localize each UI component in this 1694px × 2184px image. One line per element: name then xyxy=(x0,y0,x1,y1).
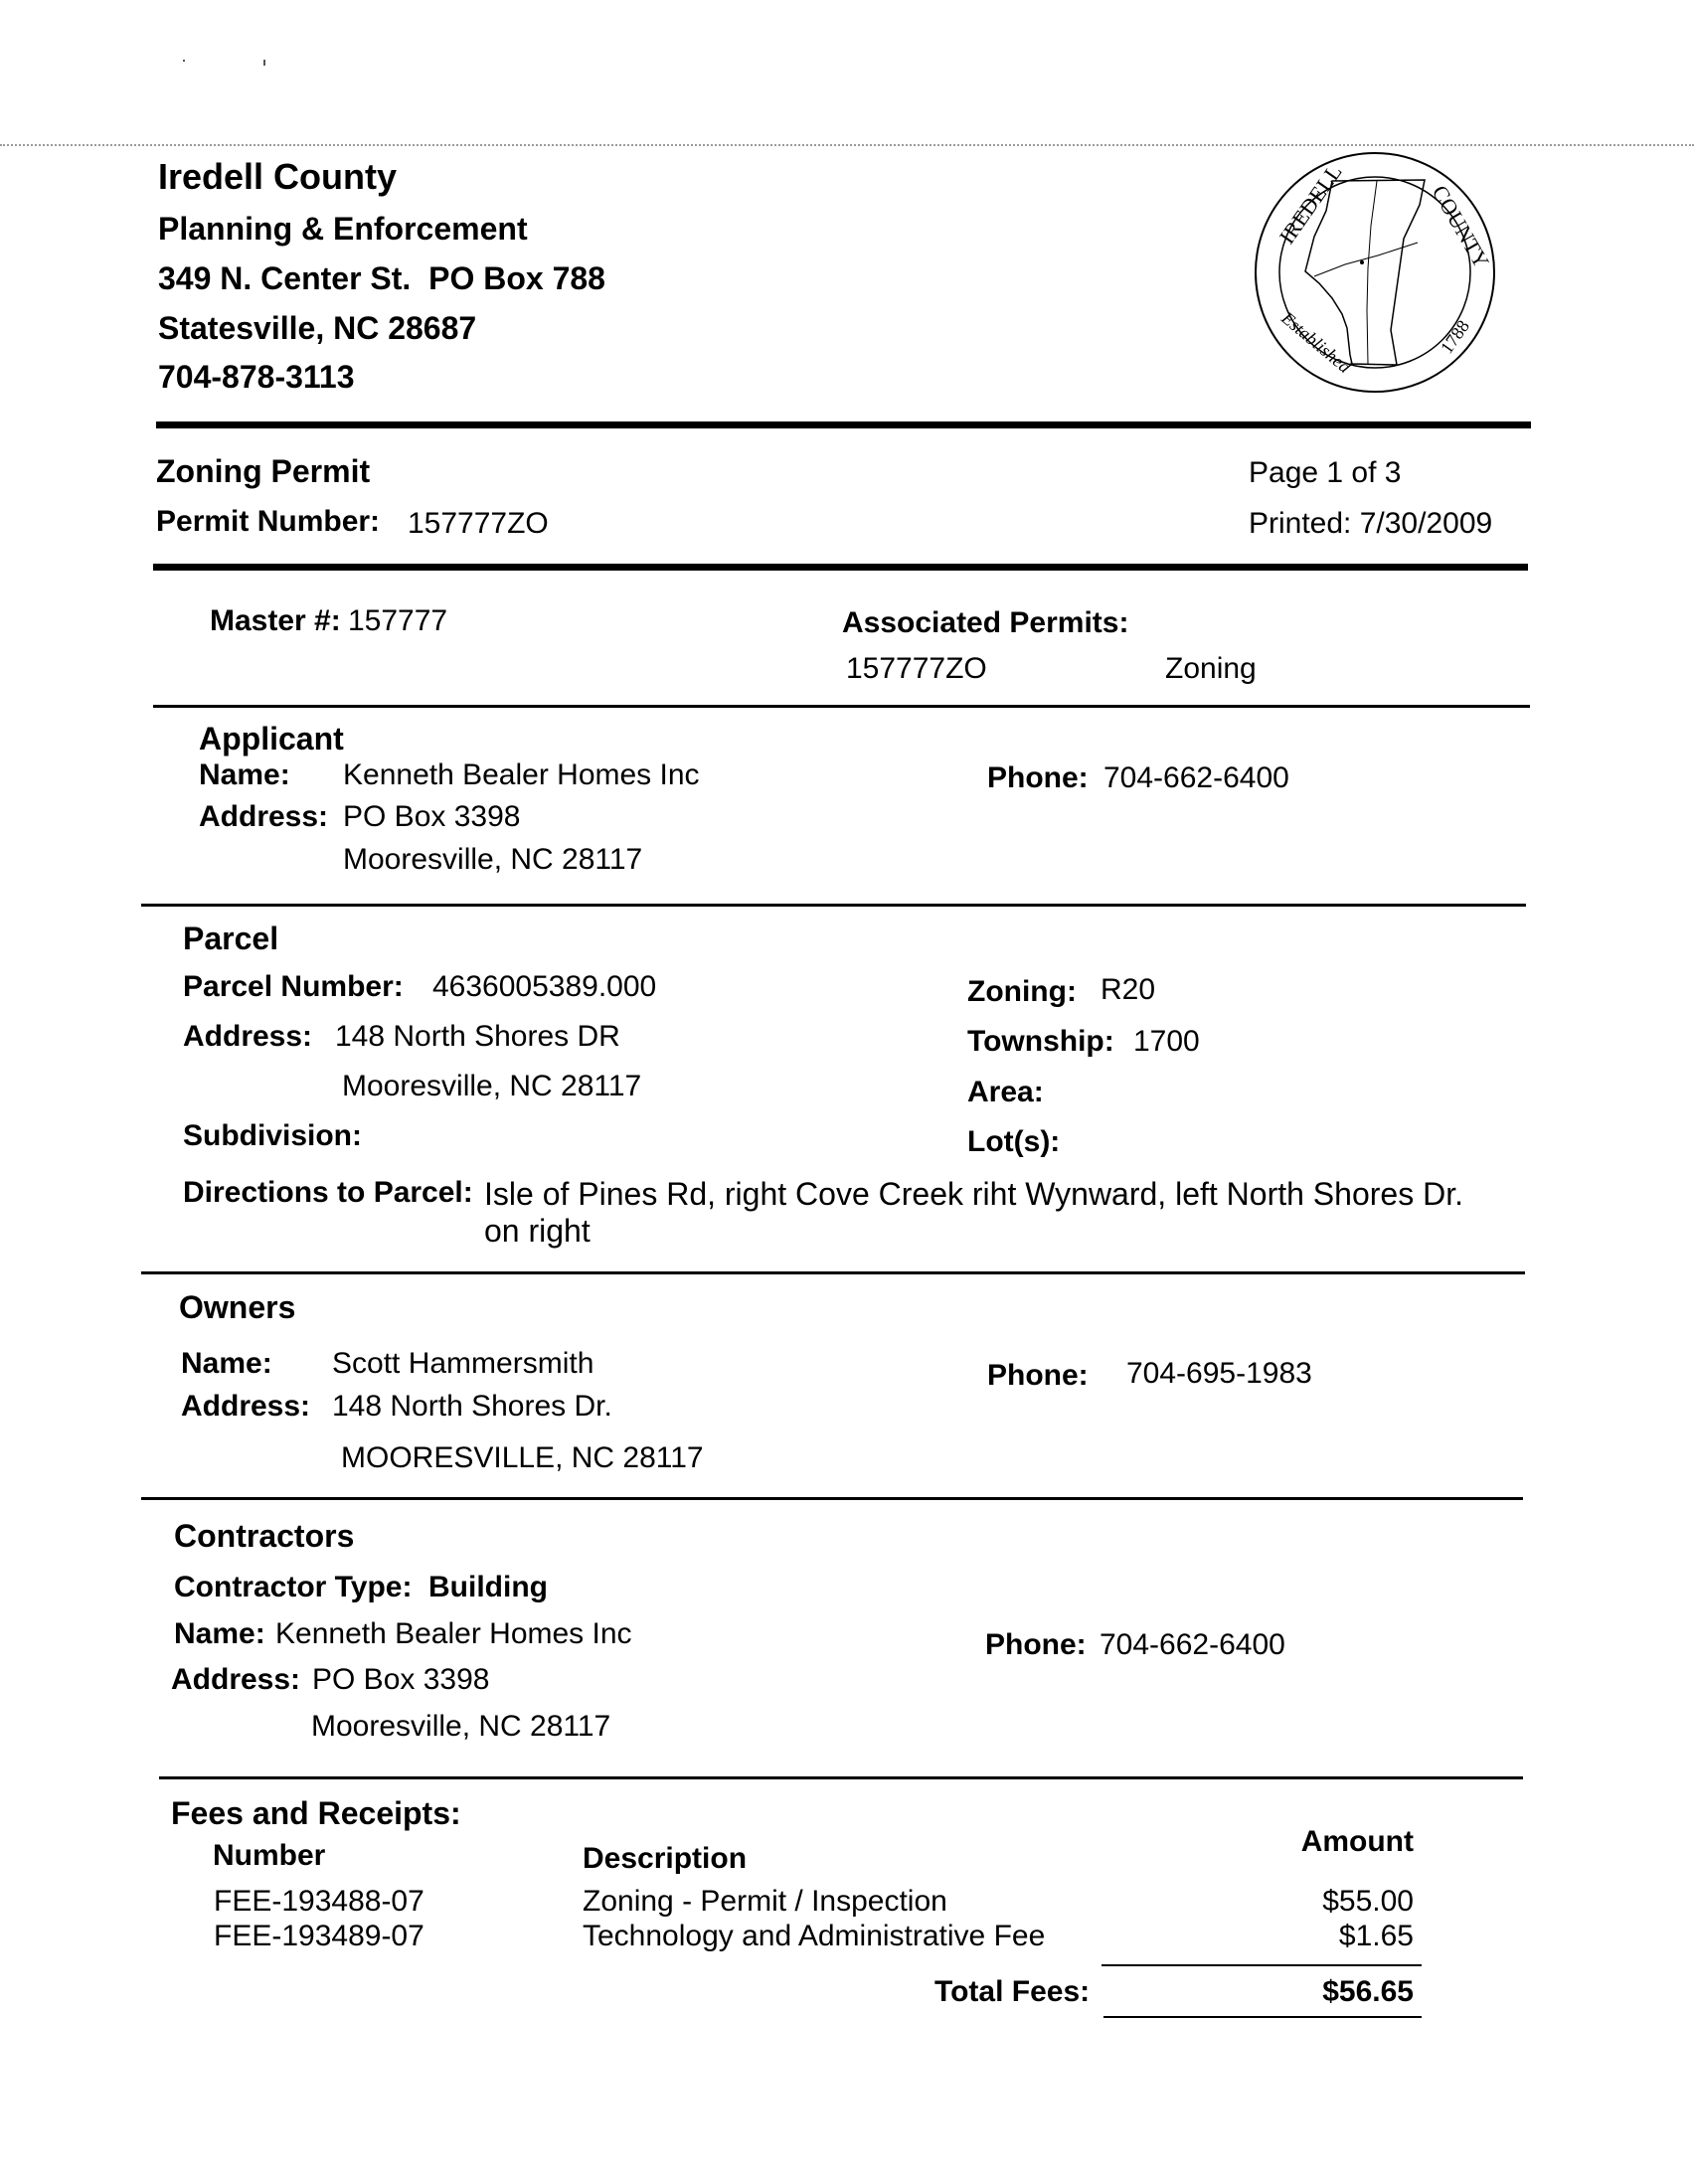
owner-name: Scott Hammersmith xyxy=(332,1347,594,1380)
contractor-type: Building xyxy=(428,1571,548,1603)
contractor-address2: Mooresville, NC 28117 xyxy=(311,1710,611,1743)
parcel-number: 4636005389.000 xyxy=(432,970,657,1003)
applicant-address-label: Address: xyxy=(199,800,329,833)
master-value: 157777 xyxy=(348,604,448,637)
directions-line2: on right xyxy=(484,1213,591,1249)
owners-heading: Owners xyxy=(179,1289,296,1325)
svg-text:COUNTY: COUNTY xyxy=(1427,181,1495,272)
contractor-address-label: Address: xyxy=(171,1663,301,1696)
total-bottom-rule xyxy=(1103,2016,1422,2018)
zoning-label: Zoning: xyxy=(967,975,1077,1008)
applicant-name-label: Name: xyxy=(199,758,290,791)
section-divider xyxy=(141,1497,1523,1500)
parcel-number-label: Parcel Number: xyxy=(183,970,404,1003)
associated-permits-label: Associated Permits: xyxy=(842,606,1129,639)
agency-department: Planning & Enforcement xyxy=(158,211,528,247)
applicant-phone-label: Phone: xyxy=(987,761,1089,794)
section-divider xyxy=(141,904,1526,907)
section-divider xyxy=(159,1776,1523,1779)
parcel-address1: 148 North Shores DR xyxy=(335,1020,620,1053)
scan-speck xyxy=(183,60,185,62)
township-label: Township: xyxy=(967,1025,1114,1058)
contractor-name: Kenneth Bealer Homes Inc xyxy=(275,1617,632,1650)
fees-heading: Fees and Receipts: xyxy=(171,1795,461,1831)
township-value: 1700 xyxy=(1133,1025,1200,1058)
top-dotted-rule xyxy=(0,144,1694,146)
parcel-address-label: Address: xyxy=(183,1020,313,1053)
applicant-address2: Mooresville, NC 28117 xyxy=(343,843,643,876)
owner-address1: 148 North Shores Dr. xyxy=(332,1390,612,1423)
subdivision-label: Subdivision: xyxy=(183,1119,362,1152)
contractor-phone: 704-662-6400 xyxy=(1100,1628,1285,1661)
contractor-type-label: Contractor Type: xyxy=(174,1571,413,1603)
contractor-phone-label: Phone: xyxy=(985,1628,1087,1661)
owner-address-label: Address: xyxy=(181,1390,311,1423)
applicant-phone: 704-662-6400 xyxy=(1103,761,1289,794)
fees-col-number: Number xyxy=(213,1839,326,1872)
contractors-heading: Contractors xyxy=(174,1518,355,1554)
lots-label: Lot(s): xyxy=(967,1125,1061,1158)
fee-description: Zoning - Permit / Inspection xyxy=(583,1885,947,1918)
fees-col-amount: Amount xyxy=(1300,1825,1414,1858)
total-top-rule xyxy=(1101,1964,1422,1966)
fee-amount: $1.65 xyxy=(1338,1920,1414,1952)
section-divider xyxy=(153,705,1530,708)
fee-description: Technology and Administrative Fee xyxy=(583,1920,1046,1952)
applicant-heading: Applicant xyxy=(199,721,344,756)
parcel-heading: Parcel xyxy=(183,921,279,956)
contractor-address1: PO Box 3398 xyxy=(312,1663,490,1696)
total-fees-amount: $56.65 xyxy=(1322,1975,1414,2008)
total-fees-label: Total Fees: xyxy=(934,1975,1091,2008)
applicant-address1: PO Box 3398 xyxy=(343,800,521,833)
directions-label: Directions to Parcel: xyxy=(183,1176,473,1209)
svg-text:IREDELL: IREDELL xyxy=(1273,159,1347,249)
associated-permit-type: Zoning xyxy=(1165,652,1257,685)
fee-amount: $55.00 xyxy=(1322,1885,1414,1918)
permit-number-label: Permit Number: xyxy=(156,505,381,538)
owner-name-label: Name: xyxy=(181,1347,272,1380)
fees-col-description: Description xyxy=(583,1842,748,1875)
printed-date: Printed: 7/30/2009 xyxy=(1249,507,1493,540)
page-indicator: Page 1 of 3 xyxy=(1249,456,1402,489)
permit-title: Zoning Permit xyxy=(156,453,371,489)
svg-text:1788: 1788 xyxy=(1436,316,1473,358)
area-label: Area: xyxy=(967,1076,1044,1108)
fee-number: FEE-193489-07 xyxy=(214,1920,424,1952)
owner-address2: MOORESVILLE, NC 28117 xyxy=(341,1441,704,1474)
owner-phone-label: Phone: xyxy=(987,1359,1089,1392)
svg-text:Established: Established xyxy=(1277,307,1355,378)
section-divider xyxy=(141,1271,1525,1274)
associated-permit-number: 157777ZO xyxy=(846,652,987,685)
permit-number: 157777ZO xyxy=(408,507,549,540)
permit-divider xyxy=(153,564,1528,571)
fee-number: FEE-193488-07 xyxy=(214,1885,424,1918)
agency-phone: 704-878-3113 xyxy=(158,359,355,395)
agency-name: Iredell County xyxy=(158,156,398,197)
scan-speck xyxy=(263,60,265,66)
agency-city: Statesville, NC 28687 xyxy=(158,310,477,346)
zoning-value: R20 xyxy=(1101,973,1156,1006)
county-seal-icon xyxy=(1251,151,1499,394)
contractor-name-label: Name: xyxy=(174,1617,265,1650)
applicant-name: Kenneth Bealer Homes Inc xyxy=(343,758,700,791)
owner-phone: 704-695-1983 xyxy=(1126,1357,1312,1390)
agency-address: 349 N. Center St. PO Box 788 xyxy=(158,260,605,296)
master-label: Master #: xyxy=(210,604,341,637)
header-divider xyxy=(156,421,1531,428)
parcel-address2: Mooresville, NC 28117 xyxy=(342,1070,642,1102)
directions-line1: Isle of Pines Rd, right Cove Creek riht Wynward, left North Shores Dr. xyxy=(484,1176,1463,1212)
